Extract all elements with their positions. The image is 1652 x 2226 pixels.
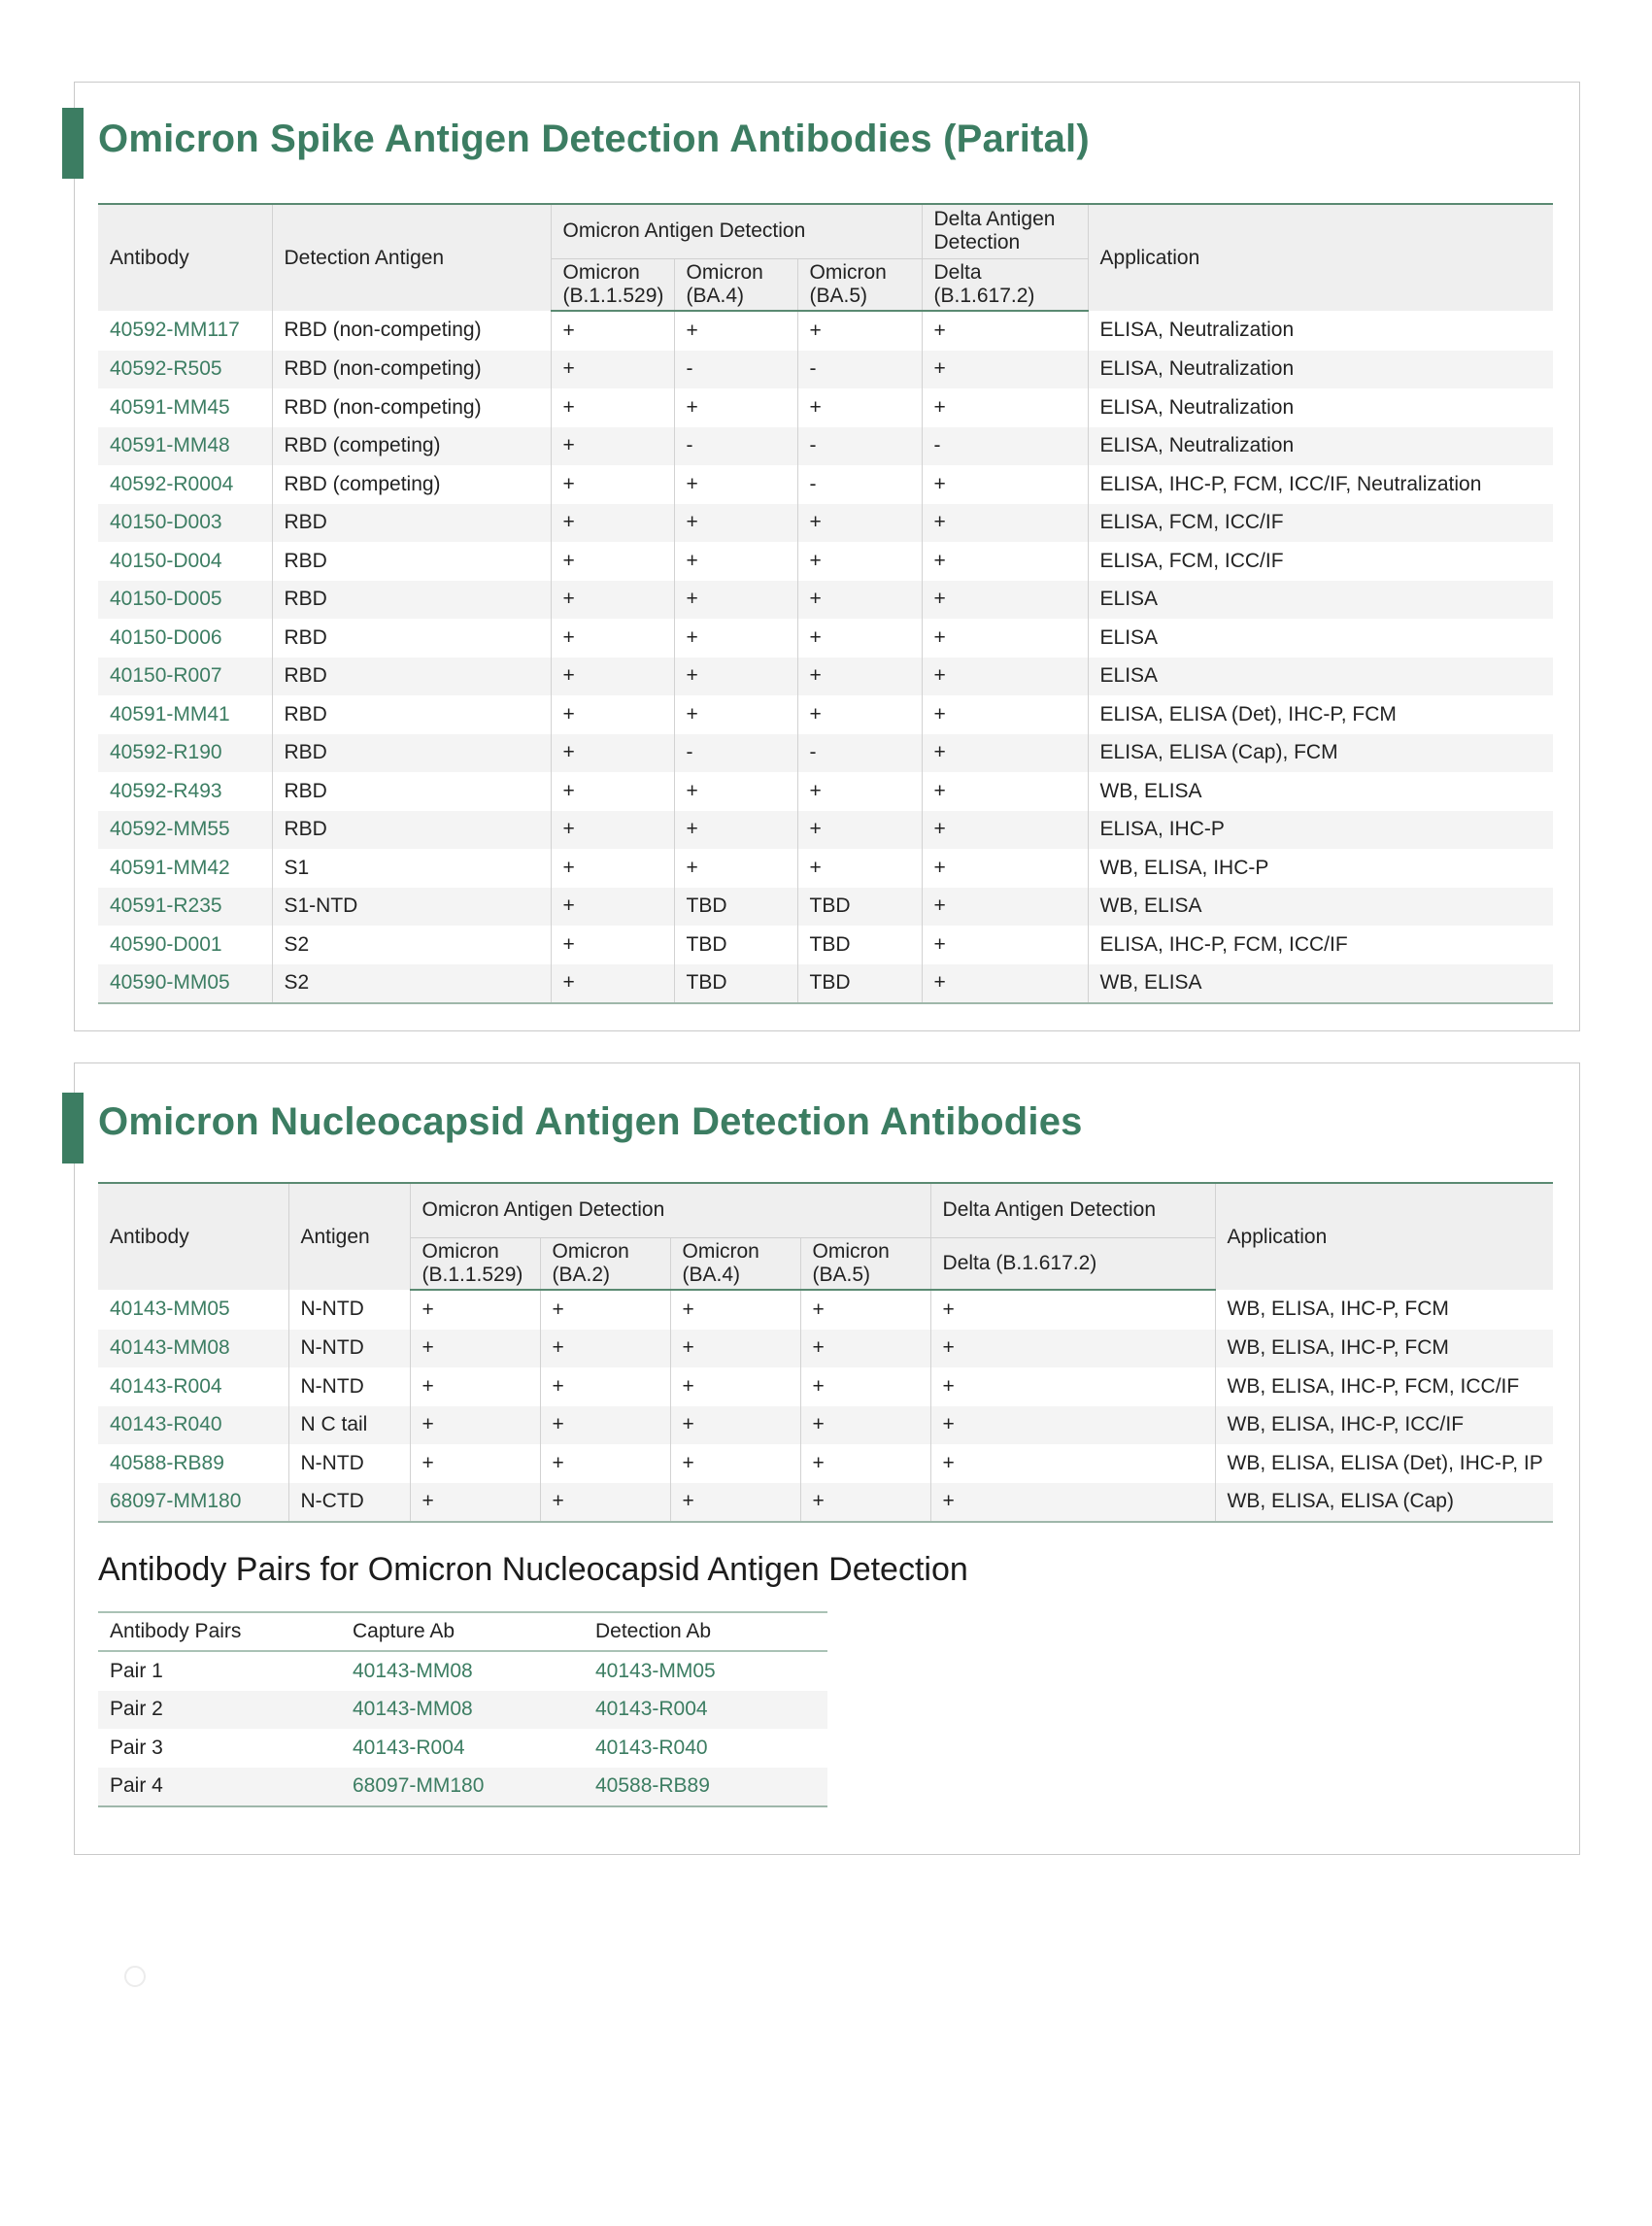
table-row [98,388,1553,427]
omicron-b11529-cell: + [551,465,674,504]
detection-antigen-cell: S2 [272,926,551,964]
omicron-b11529-cell: + [410,1444,540,1483]
delta-cell: + [922,734,1088,773]
omicron-b11529-cell: + [551,658,674,696]
header-omicron-b11529: Omicron (B.1.1.529) [551,258,674,311]
header-delta-b16172: Delta (B.1.617.2) [930,1237,1215,1290]
detection-antigen-cell: RBD [272,504,551,543]
omicron-b11529-cell: + [551,772,674,811]
omicron-b11529-cell: + [551,619,674,658]
omicron-ba4-cell: - [674,734,797,773]
header-omicron-ba5: Omicron (BA.5) [800,1237,930,1290]
table-row [98,351,1553,389]
antigen-cell: N-NTD [288,1330,410,1368]
omicron-ba5-cell: + [797,619,922,658]
omicron-b11529-cell: + [551,311,674,351]
omicron-ba5-cell: + [797,542,922,581]
table-row [98,964,1553,1004]
spike-antibody-table [98,203,1553,1004]
table-row [98,619,1553,658]
omicron-b11529-cell: + [551,849,674,888]
omicron-ba5-cell: + [797,772,922,811]
omicron-ba5-cell: + [797,311,922,351]
header-omicron-ba5: Omicron (BA.5) [797,258,922,311]
omicron-b11529-cell: + [410,1406,540,1445]
omicron-ba4-cell: + [670,1444,800,1483]
application-cell: ELISA, IHC-P [1088,811,1553,850]
application-cell: ELISA, ELISA (Cap), FCM [1088,734,1553,773]
application-cell: WB, ELISA, ELISA (Cap) [1215,1483,1553,1523]
delta-cell: + [922,926,1088,964]
detection-ab-link[interactable]: 40143-MM05 [595,1659,716,1682]
omicron-ba4-cell: + [674,658,797,696]
omicron-ba5-cell: - [797,734,922,773]
title-accent-bar [62,108,84,179]
antibody-catalog-link[interactable]: 40591-MM42 [98,849,272,888]
omicron-ba5-cell: + [797,581,922,620]
header-delta-group: Delta Antigen Detection [922,204,1088,258]
omicron-ba5-cell: - [797,465,922,504]
delta-cell: + [922,964,1088,1004]
antibody-catalog-link[interactable]: 40590-MM05 [98,964,272,1004]
antibody-catalog-link[interactable]: 40150-R007 [98,658,272,696]
application-cell: ELISA, FCM, ICC/IF [1099,549,1284,572]
table-row [98,504,1553,543]
antigen-cell: N-NTD [288,1290,410,1330]
omicron-b11529-cell: + [551,695,674,734]
omicron-ba4-cell: + [674,542,797,581]
table-row [98,926,1553,964]
antibody-catalog-link[interactable]: 40150-D004 [98,542,272,581]
delta-cell: + [922,772,1088,811]
header-delta-group: Delta Antigen Detection [930,1183,1215,1237]
table-row [98,849,1553,888]
omicron-b11529-cell: + [551,964,674,1004]
table-row [98,695,1553,734]
delta-cell: + [922,542,1088,581]
antigen-cell: N C tail [288,1406,410,1445]
header-detection-ab: Detection Ab [584,1612,827,1651]
header-omicron-b11529: Omicron (B.1.1.529) [410,1237,540,1290]
omicron-ba2-cell: + [540,1483,670,1523]
delta-cell: + [922,351,1088,389]
table-row [98,1651,827,1691]
omicron-b11529-cell: + [551,388,674,427]
omicron-ba5-cell: TBD [797,964,922,1004]
application-cell: ELISA [1099,625,1159,649]
detection-antigen-cell: S2 [272,964,551,1004]
antibody-catalog-link[interactable]: 40143-MM05 [98,1290,288,1330]
header-delta-b16172: Delta (B.1.617.2) [922,258,1088,311]
antibody-catalog-link[interactable]: 40150-D003 [98,504,272,543]
header-omicron-ba4: Omicron (BA.4) [670,1237,800,1290]
header-omicron-ba2: Omicron (BA.2) [540,1237,670,1290]
title-accent-bar [62,1093,84,1164]
antibody-catalog-link[interactable]: 40150-D006 [98,619,272,658]
omicron-b11529-cell: + [410,1330,540,1368]
antibody-catalog-link[interactable]: 40150-D005 [98,581,272,620]
omicron-ba2-cell: + [540,1330,670,1368]
header-application: Application [1215,1183,1553,1290]
application-cell: ELISA, Neutralization [1099,319,1295,342]
detection-antigen-cell: RBD (competing) [272,427,551,466]
omicron-ba5-cell: TBD [797,926,922,964]
header-antibody: Antibody [98,204,272,311]
antibody-catalog-link[interactable]: 40143-R040 [98,1406,288,1445]
omicron-b11529-cell: + [551,811,674,850]
omicron-ba4-cell: + [670,1330,800,1368]
delta-cell: + [930,1330,1215,1368]
delta-cell: + [922,388,1088,427]
header-antigen: Antigen [288,1183,410,1290]
application-cell: ELISA, Neutralization [1099,395,1295,419]
antibody-catalog-link[interactable]: 40591-R235 [98,888,272,927]
table-row [98,427,1553,466]
antibody-catalog-link[interactable]: 40590-D001 [98,926,272,964]
detection-antigen-cell: RBD (non-competing) [272,311,551,351]
omicron-b11529-cell: + [410,1290,540,1330]
application-cell: WB, ELISA, IHC-P, FCM, ICC/IF [1227,1374,1520,1398]
application-cell: ELISA [1088,581,1553,620]
table-row [98,581,1553,620]
header-omicron-group: Omicron Antigen Detection [551,204,922,258]
table-row [98,1768,827,1807]
omicron-b11529-cell: + [410,1483,540,1523]
detection-antigen-cell: RBD [272,695,551,734]
omicron-ba4-cell: + [674,811,797,850]
omicron-ba4-cell: + [670,1367,800,1406]
omicron-ba4-cell: + [674,619,797,658]
nucleocapsid-antibody-table [98,1182,1553,1523]
omicron-b11529-cell: + [551,734,674,773]
application-cell: ELISA, IHC-P, FCM, ICC/IF [1099,932,1348,956]
application-cell: ELISA, ELISA (Det), IHC-P, FCM [1099,702,1397,725]
table-row [98,1330,1553,1368]
omicron-b11529-cell: + [551,581,674,620]
antibody-catalog-link[interactable]: 40592-MM55 [98,811,272,850]
omicron-ba4-cell: - [674,351,797,389]
detection-antigen-cell: RBD [272,734,551,773]
omicron-b11529-cell: + [551,542,674,581]
delta-cell: + [930,1444,1215,1483]
capture-ab-link[interactable]: 68097-MM180 [341,1768,584,1807]
pair-label-cell: Pair 4 [98,1768,341,1807]
antibody-pairs-table [98,1611,827,1807]
omicron-ba2-cell: + [540,1444,670,1483]
detection-antigen-cell: RBD (competing) [272,465,551,504]
table-row [98,1290,1553,1330]
antigen-cell: N-NTD [288,1367,410,1406]
antibody-catalog-link[interactable]: 40588-RB89 [98,1444,288,1483]
omicron-ba5-cell: - [797,351,922,389]
header-capture-ab: Capture Ab [341,1612,584,1651]
omicron-ba5-cell: + [797,388,922,427]
antibody-catalog-link[interactable]: 40592-R0004 [98,465,272,504]
omicron-b11529-cell: + [551,926,674,964]
application-cell: ELISA, FCM, ICC/IF [1088,504,1553,543]
omicron-ba4-cell: + [674,504,797,543]
omicron-ba5-cell: - [797,427,922,466]
header-omicron-ba4: Omicron (BA.4) [674,258,797,311]
application-cell: WB, ELISA, IHC-P, FCM [1215,1330,1553,1368]
detection-antigen-cell: S1-NTD [272,888,551,927]
delta-cell: + [922,465,1088,504]
pair-label-cell: Pair 2 [98,1691,341,1730]
detection-antigen-cell: RBD (non-competing) [272,351,551,389]
detection-antigen-cell: RBD [272,811,551,850]
delta-cell: + [922,504,1088,543]
nucleocapsid-antibodies-panel [74,1062,1580,1855]
header-omicron-group: Omicron Antigen Detection [410,1183,930,1237]
pair-label-cell: Pair 1 [110,1659,163,1682]
application-cell: WB, ELISA, IHC-P [1099,856,1269,879]
delta-cell: + [930,1406,1215,1445]
omicron-ba5-cell: + [797,658,922,696]
omicron-ba5-cell: + [800,1330,930,1368]
omicron-ba2-cell: + [540,1367,670,1406]
omicron-ba5-cell: + [797,811,922,850]
omicron-ba5-cell: + [800,1483,930,1523]
delta-cell: + [930,1290,1215,1330]
application-cell: ELISA, Neutralization [1088,351,1553,389]
delta-cell: + [922,619,1088,658]
application-cell: WB, ELISA [1088,964,1553,1004]
omicron-b11529-cell: + [551,504,674,543]
detection-ab-link[interactable]: 40143-R004 [584,1691,827,1730]
detection-antigen-cell: RBD [272,581,551,620]
delta-cell: + [922,658,1088,696]
table-row [98,311,1553,351]
delta-cell: + [922,581,1088,620]
application-cell: ELISA [1088,658,1553,696]
omicron-b11529-cell: + [551,351,674,389]
omicron-ba4-cell: + [670,1290,800,1330]
omicron-b11529-cell: + [410,1367,540,1406]
antigen-cell: N-NTD [288,1444,410,1483]
antibody-catalog-link[interactable]: 40591-MM45 [98,388,272,427]
detection-ab-link[interactable]: 40143-R040 [595,1736,708,1759]
omicron-b11529-cell: + [551,888,674,927]
omicron-ba5-cell: TBD [797,888,922,927]
delta-cell: + [930,1367,1215,1406]
detection-ab-link[interactable]: 40588-RB89 [584,1768,827,1807]
omicron-b11529-cell: + [551,427,674,466]
antibody-catalog-link[interactable]: 40592-MM117 [98,311,272,351]
omicron-ba2-cell: + [540,1406,670,1445]
application-cell: WB, ELISA [1099,779,1202,802]
detection-antigen-cell: S1 [272,849,551,888]
application-cell: ELISA, IHC-P, FCM, ICC/IF, Neutralization [1099,472,1482,495]
table-row [98,772,1553,811]
delta-cell: + [922,311,1088,351]
omicron-ba4-cell: - [674,427,797,466]
pairs-section-title: Antibody Pairs for Omicron Nucleocapsid Antigen Detection [98,1551,968,1588]
antibody-catalog-link[interactable]: 40591-MM41 [98,695,272,734]
spike-antibodies-panel [74,82,1580,1031]
omicron-ba4-cell: + [674,772,797,811]
table-row [98,1691,827,1730]
capture-ab-link[interactable]: 40143-MM08 [353,1659,473,1682]
spike-section-title: Omicron Spike Antigen Detection Antibodies (Parital) [98,118,1090,160]
detection-antigen-cell: RBD [272,658,551,696]
omicron-ba5-cell: + [797,504,922,543]
antibody-catalog-link[interactable]: 40591-MM48 [98,427,272,466]
table-row [98,1483,1553,1523]
table-row [98,542,1553,581]
detection-antigen-cell: RBD (non-competing) [272,388,551,427]
antibody-catalog-link[interactable]: 68097-MM180 [98,1483,288,1523]
table-row [98,465,1553,504]
antibody-catalog-link[interactable]: 40592-R190 [98,734,272,773]
omicron-ba2-cell: + [540,1290,670,1330]
nucleocapsid-section-title: Omicron Nucleocapsid Antigen Detection Antibodies [98,1100,1083,1143]
omicron-ba4-cell: + [674,695,797,734]
delta-cell: + [922,695,1088,734]
omicron-ba4-cell: + [674,465,797,504]
omicron-ba4-cell: + [674,581,797,620]
omicron-ba5-cell: + [797,695,922,734]
omicron-ba4-cell: + [674,388,797,427]
table-row [98,1367,1553,1406]
header-application: Application [1088,204,1553,311]
omicron-ba5-cell: + [800,1444,930,1483]
table-row [98,1444,1553,1483]
table-row [98,734,1553,773]
application-cell: WB, ELISA, IHC-P, FCM [1227,1298,1449,1321]
omicron-ba4-cell: TBD [674,926,797,964]
antibody-catalog-link[interactable]: 40143-MM08 [98,1330,288,1368]
omicron-ba5-cell: + [800,1290,930,1330]
application-cell: ELISA, Neutralization [1088,427,1553,466]
application-cell: WB, ELISA [1088,888,1553,927]
antibody-catalog-link[interactable]: 40143-R004 [98,1367,288,1406]
omicron-ba4-cell: TBD [674,888,797,927]
antigen-cell: N-CTD [288,1483,410,1523]
omicron-ba5-cell: + [797,849,922,888]
header-antibody: Antibody [98,1183,288,1290]
antibody-catalog-link[interactable]: 40592-R505 [98,351,272,389]
detection-antigen-cell: RBD [272,619,551,658]
omicron-ba4-cell: + [670,1406,800,1445]
application-cell: WB, ELISA, IHC-P, ICC/IF [1215,1406,1553,1445]
decorative-circle [124,1966,146,1987]
header-antibody-pairs: Antibody Pairs [98,1612,341,1651]
header-detection-antigen: Detection Antigen [272,204,551,311]
detection-antigen-cell: RBD [272,772,551,811]
delta-cell: + [922,888,1088,927]
detection-antigen-cell: RBD [272,542,551,581]
application-cell: WB, ELISA, ELISA (Det), IHC-P, IP [1227,1451,1543,1474]
delta-cell: + [922,811,1088,850]
table-row [98,1406,1553,1445]
capture-ab-link[interactable]: 40143-R004 [353,1736,465,1759]
pair-label-cell: Pair 3 [110,1736,163,1759]
omicron-ba4-cell: TBD [674,964,797,1004]
delta-cell: + [922,849,1088,888]
capture-ab-link[interactable]: 40143-MM08 [341,1691,584,1730]
table-row [98,888,1553,927]
antibody-catalog-link[interactable]: 40592-R493 [98,772,272,811]
omicron-ba4-cell: + [674,311,797,351]
table-row [98,811,1553,850]
delta-cell: + [930,1483,1215,1523]
omicron-ba4-cell: + [670,1483,800,1523]
omicron-ba5-cell: + [800,1367,930,1406]
table-row [98,1729,827,1768]
table-row [98,658,1553,696]
omicron-ba5-cell: + [800,1406,930,1445]
omicron-ba4-cell: + [674,849,797,888]
delta-cell: - [922,427,1088,466]
